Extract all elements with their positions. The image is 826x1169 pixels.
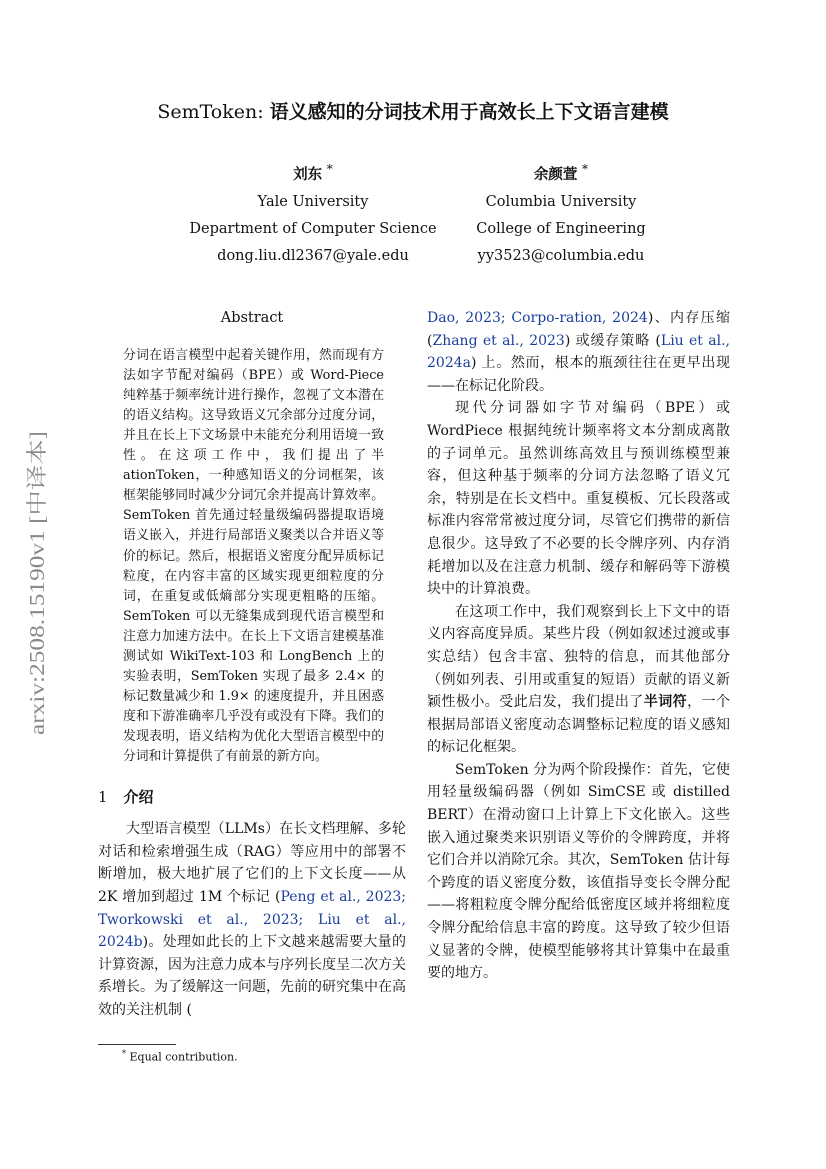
title-main: 语义感知的分词技术用于高效长上下文语言建模	[269, 101, 669, 123]
abstract-heading: Abstract	[220, 310, 284, 326]
p3-text-b: ，一个根据局部语义密度动态调整标记粒度的语义感知的标记化框架。	[427, 694, 731, 756]
p1-text-c: )、内存压缩 (	[427, 310, 730, 349]
section-title: 介绍	[123, 787, 154, 806]
author-1-mark: *	[326, 162, 333, 176]
author-1-name: 刘东	[293, 165, 323, 183]
paper-title	[0, 97, 826, 124]
author-2-email: yy3523@columbia.edu	[477, 247, 645, 264]
author-1	[180, 156, 446, 270]
title-prefix: SemToken:	[157, 101, 264, 123]
citation-link[interactable]: Liu et al., 2024a	[427, 332, 730, 372]
citation-link[interactable]: Zhang et al., 2023	[432, 332, 565, 349]
footnote-rule	[98, 1044, 176, 1045]
intro-paragraph-1-cont	[427, 307, 730, 397]
p3-text-a: 在这项工作中，我们观察到长上下文中的语义内容高度异质。某些片段（例如叙述过渡或事实总结）包含丰富、独特的信息，而其他部分（例如列表、引用或重复的短语）贡献的语义新颖性极小。受此启发，我们提出了	[427, 603, 730, 711]
author-2-name: 余颜萱	[533, 165, 578, 183]
intro-paragraph-1	[98, 818, 406, 1021]
citation-link[interactable]: Peng et al., 2023; Tworkowski et al., 2023; Liu et al., 2024b	[98, 888, 407, 951]
abstract-text: 分词在语言模型中起着关键作用，然而现有方法如字节配对编码（BPE）或 Word-Piece 纯粹基于频率统计进行操作，忽视了文本潜在的语义结构。这导致语义冗余部分过度分词，并且在长上下文场景中未能充分利用语境一致性。在这项工作中，我们提出了半 ationToken，一种感知语义的分词框架，该框架能够同时减少分词冗余并提高计算效率。SemToken 首先通过轻量级编码器提取语境语义嵌入，并进行局部语义聚类以合并语义等价的标记。然后，根据语义密度分配异质标记粒度，在内容丰富的区域实现更细粒度的分词，在重复或低熵部分实现更粗略的压缩。SemToken 可以无缝集成到现代语言模型和注意力加速方法中。在长上下文语言建模基准测试如 WikiText-103 和 LongBench 上的实验表明，SemToken 实现了最多 2.4× 的标记数量减少和 1.9× 的速度提升，并且困惑度和下游准确率几乎没有或没有下降。我们的发现表明，语义结构为优化大型语言模型中的分词和计算提供了有前景的新方向。	[123, 347, 384, 765]
p1-text-e: ) 上。然而，根本的瓶颈往往在更早出现——在标记化阶段。	[427, 355, 730, 394]
author-1-email: dong.liu.dl2367@yale.edu	[217, 247, 409, 264]
intro-paragraph-2: 现代分词器如字节对编码（BPE）或 WordPiece 根据纯统计频率将文本分割成离散的子词单元。虽然训练高效且与预训练模型兼容，但这种基于频率的分词方法忽略了语义冗余，特别是在长文档中。重复模板、冗长段落或标准内容常常被过度分词，尽管它们携带的新信息很少。这导致了不必要的长令牌序列、内存消耗增加以及在注意力机制、缓存和解码等下游模块中的计算浪费。	[427, 400, 730, 598]
p1-text-a: 大型语言模型（LLMs）在长文档理解、多轮对话和检索增强生成（RAG）等应用中的部署不断增加，极大地扩展了它们的上下文长度——从 2K 增加到超过 1M 个标记 (	[98, 821, 406, 905]
footnote-mark: *	[122, 1049, 126, 1058]
author-1-department: Department of Computer Science	[189, 220, 437, 237]
section-number: 1	[98, 787, 108, 806]
p1-text-d: ) 或缓存策略 (	[564, 332, 661, 349]
intro-paragraph-3	[427, 601, 730, 759]
intro-paragraph-4: SemToken 分为两个阶段操作：首先，它使用轻量级编码器（例如 SimCSE 或 distilled BERT）在滑动窗口上计算上下文化嵌入。这些嵌入通过聚类来识别语义等价的令牌跨度，并将它们合并以消除冗余。其次，SemToken 估计每个跨度的语义密度分数，该值指导变长令牌分配——将粗粒度令牌分配给低密度区域并将细粒度令牌分配给信息丰富的跨度。这导致了较少但语义显著的令牌，使模型能够将其计算集中在最重要的地方。	[427, 761, 730, 982]
citation-link[interactable]: Dao, 2023; Corpo-ration, 2024	[427, 310, 648, 326]
footnote	[122, 1049, 238, 1064]
author-2-affiliation: Columbia University	[485, 193, 637, 210]
right-column	[427, 307, 730, 985]
author-2-department: College of Engineering	[476, 220, 646, 237]
footnote-text: Equal contribution.	[129, 1050, 238, 1064]
author-2	[466, 156, 656, 270]
p3-bold-term: 半词符	[643, 694, 688, 711]
arxiv-stamp-text: arxiv:2508.15190v1 [中译本]	[25, 483, 49, 735]
author-1-affiliation: Yale University	[257, 193, 369, 210]
p1-text-b: )。处理如此长的上下文越来越需要大量的计算资源，因为注意力成本与序列长度呈二次方关系增长。为了缓解这一问题，先前的研究集中在高效的关注机制 (	[98, 934, 406, 1018]
arxiv-stamp	[22, 427, 52, 737]
left-column	[98, 307, 406, 1022]
section-heading	[98, 786, 406, 809]
author-2-mark: *	[582, 162, 589, 176]
